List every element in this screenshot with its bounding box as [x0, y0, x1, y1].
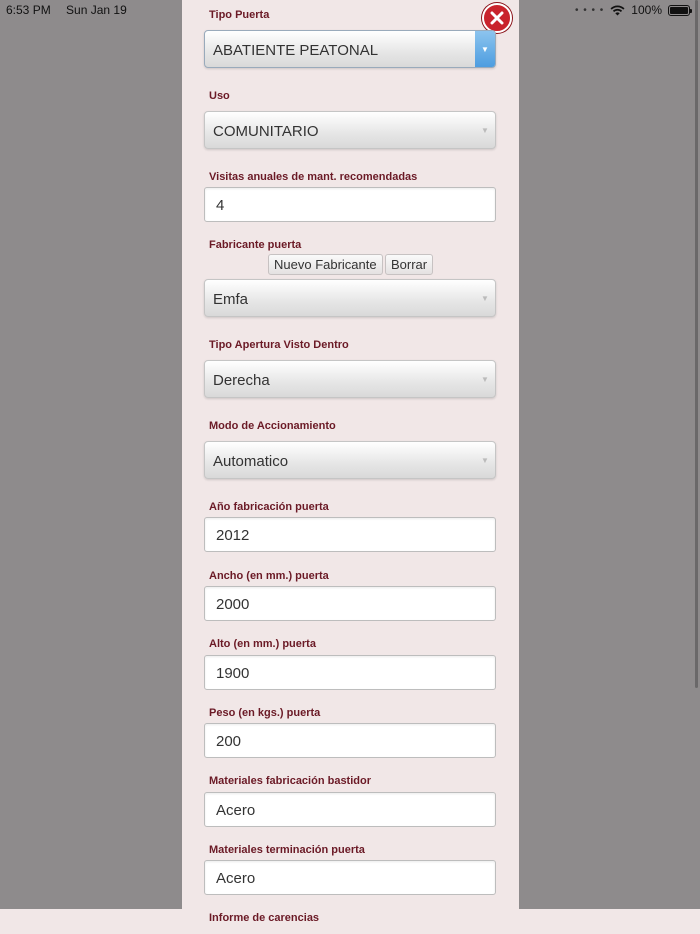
bastidor-label: Materiales fabricación bastidor: [209, 775, 371, 787]
terminacion-input[interactable]: [204, 860, 496, 895]
battery-percent: 100%: [631, 3, 662, 17]
visitas-label: Visitas anuales de mant. recomendadas: [209, 171, 418, 183]
battery-icon: [668, 5, 690, 16]
close-icon: [490, 11, 504, 25]
anio-label: Año fabricación puerta: [209, 501, 329, 513]
peso-value: 200: [216, 733, 242, 750]
chevron-down-icon: ▼: [481, 455, 489, 465]
bastidor-value: Acero: [216, 802, 256, 819]
chevron-down-icon: ▼: [481, 125, 489, 135]
ancho-label: Ancho (en mm.) puerta: [209, 570, 329, 582]
wifi-icon: [610, 5, 625, 16]
multitask-dots-icon: • • • •: [574, 4, 605, 16]
fabricante-label: Fabricante puerta: [209, 239, 302, 251]
status-date: Sun Jan 19: [66, 3, 127, 17]
carencias-label: Informe de carencias: [209, 912, 320, 924]
alto-label: Alto (en mm.) puerta: [209, 638, 316, 650]
uso-label: Uso: [209, 90, 230, 102]
terminacion-value: Acero: [216, 870, 256, 887]
tipo-puerta-label: Tipo Puerta: [209, 9, 270, 21]
close-button[interactable]: [482, 3, 512, 33]
apertura-label: Tipo Apertura Visto Dentro: [209, 339, 349, 351]
ancho-value: 2000: [216, 596, 250, 613]
status-time: 6:53 PM: [6, 3, 51, 17]
uso-select[interactable]: [204, 111, 496, 149]
bastidor-input[interactable]: [204, 792, 496, 827]
peso-input[interactable]: [204, 723, 496, 758]
borrar-button[interactable]: Borrar: [385, 254, 433, 275]
accionamiento-label: Modo de Accionamiento: [209, 420, 336, 432]
apertura-select[interactable]: [204, 360, 496, 398]
fabricante-value: Emfa: [213, 291, 249, 308]
tipo-puerta-select[interactable]: [204, 30, 496, 68]
alto-value: 1900: [216, 665, 250, 682]
chevron-down-icon: ▼: [475, 31, 495, 67]
ancho-input[interactable]: [204, 586, 496, 621]
chevron-down-icon: ▼: [481, 293, 489, 303]
accionamiento-select[interactable]: [204, 441, 496, 479]
fabricante-select[interactable]: [204, 279, 496, 317]
apertura-value: Derecha: [213, 372, 270, 389]
chevron-down-icon: ▼: [481, 374, 489, 384]
visitas-input[interactable]: [204, 187, 496, 222]
tipo-puerta-value: ABATIENTE PEATONAL: [213, 42, 379, 59]
alto-input[interactable]: [204, 655, 496, 690]
uso-value: COMUNITARIO: [213, 123, 319, 140]
peso-label: Peso (en kgs.) puerta: [209, 707, 321, 719]
anio-value: 2012: [216, 527, 250, 544]
nuevo-fabricante-button[interactable]: Nuevo Fabricante: [268, 254, 383, 275]
anio-input[interactable]: [204, 517, 496, 552]
visitas-value: 4: [216, 197, 225, 214]
terminacion-label: Materiales terminación puerta: [209, 844, 365, 856]
accionamiento-value: Automatico: [213, 453, 289, 470]
scroll-indicator[interactable]: [695, 0, 698, 688]
